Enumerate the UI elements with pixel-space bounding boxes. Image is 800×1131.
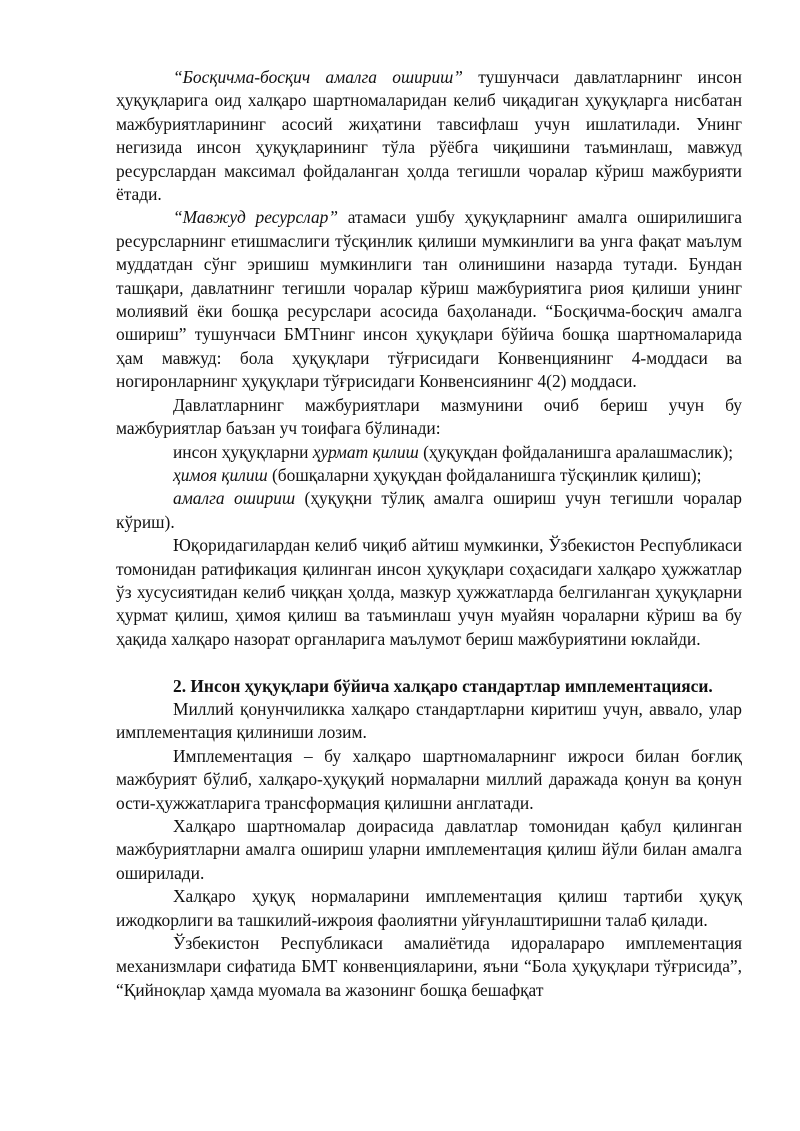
- section-spacer: [116, 651, 742, 674]
- paragraph-implementation-definition: Имплементация – бу халқаро шартномаларнинг ижроси билан боғлиқ мажбурият бўлиб, халқаро-ҳуқуқий нормаларни миллий даражада қонун ва қонун ости-ҳужжатларига трансформация қилишни англатади.: [116, 745, 742, 813]
- paragraph-uzbekistan-obligations: Юқоридагилардан келиб чиқиб айтиш мумкинки, Ўзбекистон Республикаси томонидан ратификация қилинган инсон ҳуқуқлари соҳасидаги халқаро ҳужжатлар ўз хусусиятидан келиб чиққан ҳолда, мазкур ҳужжатларда белгиланган ҳуқуқларни ҳурмат қилиш, ҳимоя қилиш ва таъминлаш учун муайян чораларни кўриш ва бу ҳақида халқаро назорат органларига маълумот бериш мажбуриятини юклайди.: [116, 535, 742, 649]
- paragraph-implementation-procedure: Халқаро ҳуқуқ нормаларини имплементация қилиш тартиби ҳуқуқ ижодкорлиги ва ташкилий-ижроия фаолиятни уйғунлаштиришни талаб қилади.: [116, 886, 742, 930]
- list-item-respect: инсон ҳуқуқларни ҳурмат қилиш (ҳуқуқдан фойдаланишга аралашмаслик);: [173, 441, 734, 462]
- term-fulfil: амалга ошириш: [173, 488, 296, 509]
- list-item-fulfil: амалга ошириш (ҳуқуқни тўлиқ амалга ошириш учун тегишли чоралар кўриш).: [116, 488, 743, 532]
- list-item-protect: ҳимоя қилиш (бошқаларни ҳуқуқдан фойдаланишга тўсқинлик қилиш);: [173, 464, 702, 485]
- paragraph-available-resources: “Мавжуд ресурслар” атамаси ушбу ҳуқуқларнинг амалга оширилишига ресурсларнинг етишмаслиги тўсқинлик қилиши мумкинлиги ва унга фақат маълум муддатдан сўнг эришиш мумкинлиги тан олинишини назарда тутади. Бундан ташқари, давлатнинг тегишли чоралар кўриш мажбуриятига риоя қилиши унинг молиявий ёки бошқа ресурслари асосида баҳоланади. “Босқичма-босқич амалга ошириш” тушунчаси БМТнинг инсон ҳуқуқлари бўйича бошқа шартномаларида ҳам мавжуд: бола ҳуқуқлари тўғрисидаги Конвенциянинг 4-моддаси ва ногиронларнинг ҳуқуқлари тўғрисидаги Конвенсиянинг 4(2) моддаси.: [116, 207, 742, 392]
- paragraph-implementation-need: Миллий қонунчиликка халқаро стандартларни киритиш учун, аввало, улар имплементация қилиниши лозим.: [116, 698, 742, 743]
- term-available-resources: “Мавжуд ресурслар”: [173, 207, 339, 228]
- paragraph-implementation-method: Халқаро шартномалар доирасида давлатлар томонидан қабул қилинган мажбуриятларни амалга ошириш уларни имплементация қилиш йўли билан амалга оширилади.: [116, 815, 742, 883]
- paragraph-uzbekistan-practice: Ўзбекистон Республикаси амалиётида идоралараро имплементация механизмлари сифатида БМТ конвенцияларини, яъни “Бола ҳуқуқлари тўғрисида”, “Қийноқлар ҳамда муомала ва жазонинг бошқа бешафқат: [116, 933, 742, 1000]
- section-heading: 2. Инсон ҳуқуқлари бўйича халқаро стандартлар имплементацияси.: [173, 675, 713, 696]
- term-respect: ҳурмат қилиш: [312, 441, 419, 462]
- term-stepwise-realization: “Босқичма-босқич амалга ошириш”: [173, 67, 463, 87]
- term-protect: ҳимоя қилиш: [173, 464, 268, 485]
- paragraph-stepwise-realization: “Босқичма-босқич амалга ошириш” тушунчаси давлатларнинг инсон ҳуқуқларига оид халқаро шартномаларидан келиб чиқадиган ҳуқуқларга нисбатан мажбуриятларининг асосий жиҳатини тавсифлаш учун ишлатилади. Унинг негизида инсон ҳуқуқларининг тўла рўёбга чиқишини таъминлаш, мавжуд ресурслардан максимал фойдаланган ҳолда тегишли чоралар кўриш мажбурияти ётади.: [116, 67, 742, 205]
- paragraph-obligation-categories: Давлатларнинг мажбуриятлари мазмунини очиб бериш учун бу мажбуриятлар баъзан уч тоифага бўлинади:: [116, 394, 742, 439]
